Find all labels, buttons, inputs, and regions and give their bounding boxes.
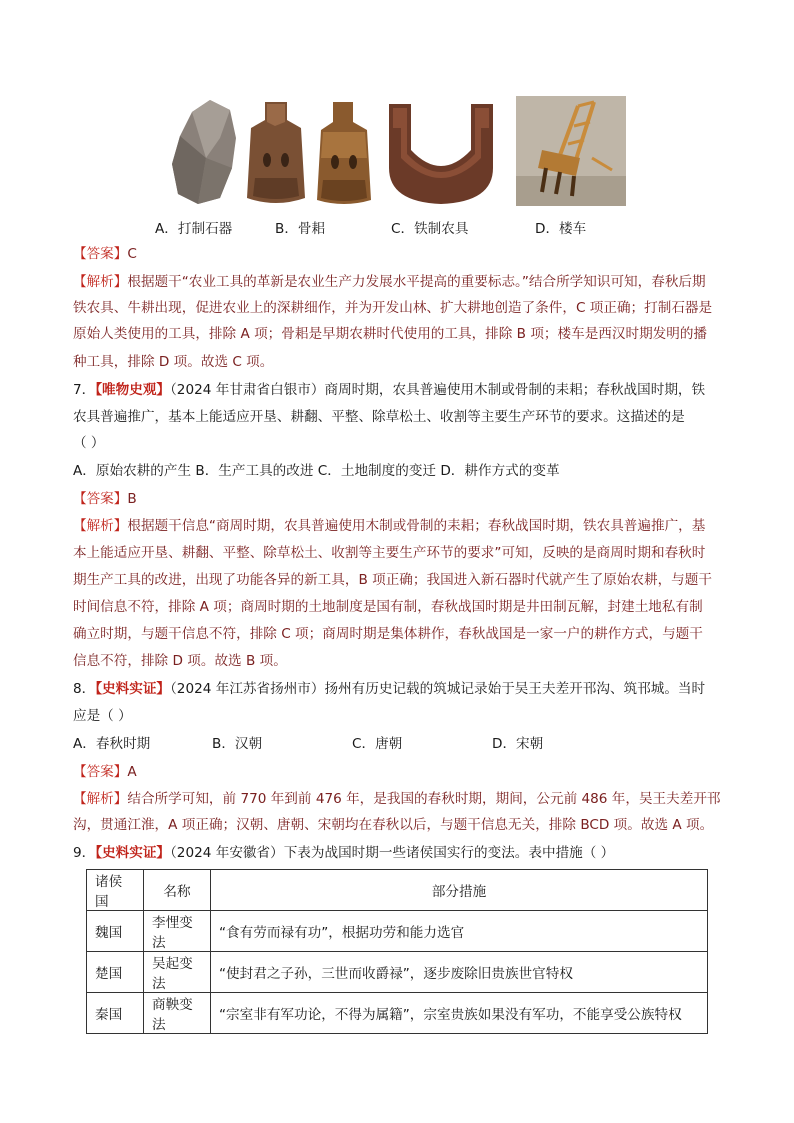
q7-analysis-line-3: 期生产工具的改进，出现了功能各异的新工具，B 项正确；我国进入新石器时代就产生了原始农耕，与题干 [73,572,712,588]
q6-analysis-line-4: 种工具，排除 D 项。故选 C 项。 [73,354,274,370]
bone-spade-image-1 [245,98,307,208]
cell-measures: “使封君之子孙，三世而收爵禄”，逐步废除旧贵族世官特权 [211,952,708,993]
iron-tool-image [385,98,497,206]
q7-options: A．原始农耕的产生 B．生产工具的改进 C．土地制度的变迁 D．耕作方式的变革 [73,463,560,479]
cell-state: 秦国 [87,993,144,1034]
q7-analysis-line-1: 【解析】根据题干信息“商周时期，农具普遍使用木制或骨制的耒耜；春秋战国时期，铁农具普遍推广，基 [73,518,706,534]
table-header-row [87,870,708,911]
table-row [87,952,708,993]
table-row [87,911,708,952]
cell-name: 商鞅变法 [144,993,211,1034]
q6-answer: 【答案】C [73,246,137,262]
cell-state: 楚国 [87,952,144,993]
cell-measures: “宗室非有军功论，不得为属籍”，宗室贵族如果没有军功，不能享受公族特权 [211,993,708,1034]
q8-analysis-line-2: 沟，贯通江淮，A 项正确；汉朝、唐朝、宋朝均在春秋以后，与题干信息无关，排除 BCD 项。故选 A 项。 [73,817,714,833]
q7-stem-line-2: 农具普遍推广，基本上能适应开垦、耕翻、平整、除草松土、收割等主要生产环节的要求。这描述的是 [73,409,685,425]
q7-analysis-line-5: 确立时期，与题干信息不符，排除 C 项；商周时期是集体耕作，春秋战国是一家一户的耕作方式，与题干 [73,626,703,642]
caption-c: C．铁制农具 [391,221,469,237]
q7-stem-line-1: 7．【唯物史观】（2024 年甘肃省白银市）商周时期，农具普遍使用木制或骨制的耒耜；春秋战国时期，铁 [73,382,706,398]
q8-option-a: A．春秋时期 [73,736,151,752]
q7-stem-line-3: （ ） [73,435,105,451]
q8-answer: 【答案】A [73,764,137,780]
caption-a: A．打制石器 [155,221,233,237]
header-measures: 部分措施 [211,870,708,911]
cell-name: 李悝变法 [144,911,211,952]
header-name: 名称 [144,870,211,911]
caption-b: B．骨耜 [275,221,326,237]
reform-table [86,869,708,1034]
table-row [87,993,708,1034]
q6-analysis-line-2: 铁农具、牛耕出现，促进农业上的深耕细作，并为开发山林、扩大耕地创造了条件，C 项正确；打制石器是 [73,300,713,316]
cell-name: 吴起变法 [144,952,211,993]
q7-analysis-line-6: 信息不符，排除 D 项。故选 B 项。 [73,653,287,669]
q8-stem-line-2: 应是（ ） [73,708,132,724]
q7-answer: 【答案】B [73,491,137,507]
q6-analysis-line-1: 【解析】根据题干“农业工具的革新是农业生产力发展水平提高的重要标志。”结合所学知识可知，春秋后期 [73,274,706,290]
q7-analysis-line-4: 时间信息不符，排除 A 项；商周时期的土地制度是国有制，春秋战国时期是井田制瓦解，封建土地私有制 [73,599,703,615]
seed-drill-image [516,96,626,206]
q7-analysis-line-2: 本上能适应开垦、耕翻、平整、除草松土、收割等主要生产环节的要求”可知，反映的是商周时期和春秋时 [73,545,706,561]
q6-analysis-line-3: 原始人类使用的工具，排除 A 项；骨耜是早期农耕时代使用的工具，排除 B 项；楼车是西汉时期发明的播 [73,326,708,342]
stone-tool-image [170,98,238,206]
q8-stem-line-1: 8．【史料实证】（2024 年江苏省扬州市）扬州有历史记载的筑城记录始于吴王夫差开邗沟、筑邗城。当时 [73,681,706,697]
q8-option-b: B．汉朝 [212,736,263,752]
cell-measures: “食有劳而禄有功”，根据功劳和能力选官 [211,911,708,952]
q8-option-c: C．唐朝 [352,736,403,752]
bone-spade-image-2 [315,98,373,208]
q8-option-d: D．宋朝 [492,736,544,752]
q8-analysis-line-1: 【解析】结合所学可知，前 770 年到前 476 年，是我国的春秋时期，期间，公元前 486 年，吴王夫差开邗 [73,791,721,807]
cell-state: 魏国 [87,911,144,952]
q9-stem: 9．【史料实证】（2024 年安徽省）下表为战国时期一些诸侯国实行的变法。表中措施（ ） [73,845,615,861]
header-state: 诸侯国 [87,870,144,911]
caption-d: D．楼车 [535,221,587,237]
